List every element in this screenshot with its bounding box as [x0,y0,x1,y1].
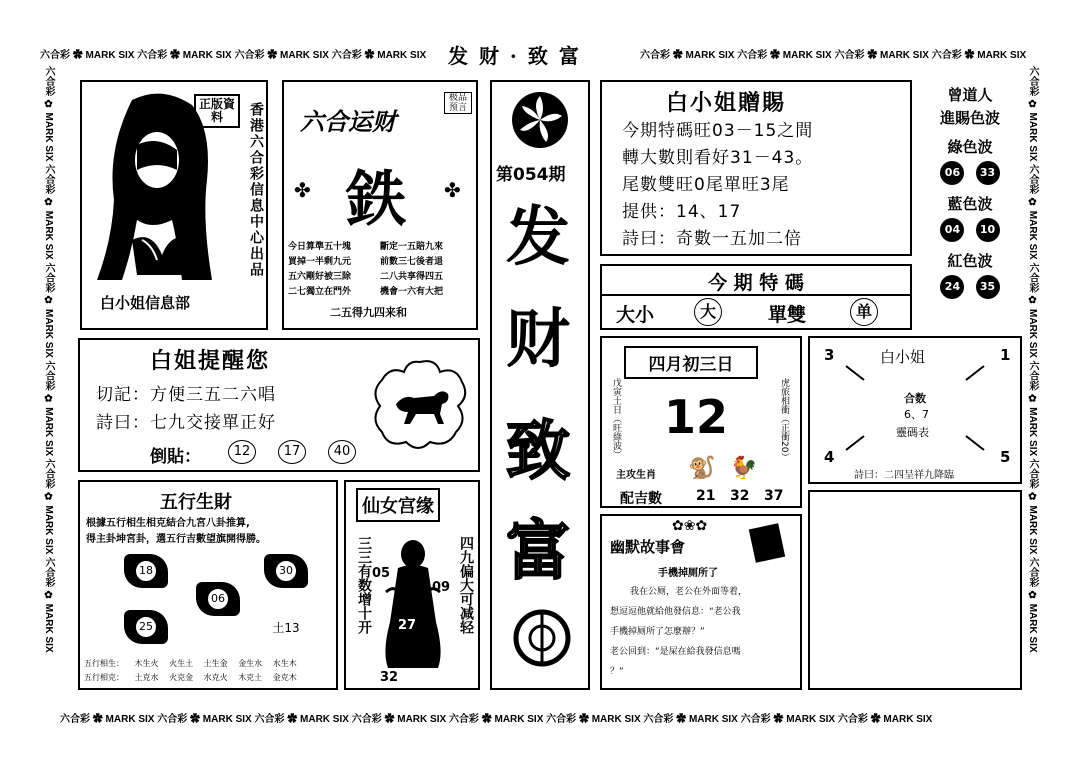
reminder-box [78,338,480,472]
flag-icon [264,612,308,644]
blue-wave-label: 藍色波 [947,195,993,213]
blue-wave-num: 10 [976,218,1000,242]
corner-num: 4 [824,448,835,466]
corner-num: 5 [1000,448,1011,466]
corner-num: 1 [1000,346,1011,364]
date-left-vertical: 戊寅土日（旺綠波） [611,378,621,459]
gift-title: 白小姐贈賜 [666,90,787,116]
flag-icon [264,554,308,588]
poem: 二七獨立在門外 [288,287,352,297]
monkey-icon: 🐒 [688,456,716,481]
code-table-label: 靈碼表 [896,426,929,439]
dog-icon [370,358,470,456]
sum-values: 6、7 [904,408,929,421]
reminder-line2: 詩曰：七九交接單正好 [96,413,276,433]
luck-big-char: 鉄 [346,165,406,235]
official-badge: 正版資料 [194,94,240,128]
luck-poems [288,240,476,300]
poem: 今日算準五十塊 [288,242,352,252]
flag-num: 13 [284,621,300,635]
left-brand-strip: 六合彩 ✿ MARK SIX 六合彩 ✿ MARK SIX 六合彩 ✿ MARK SIX 六合彩 ✿ MARK SIX 六合彩 ✿ MARK SIX 六合彩 ✿ MARK SIX [43,66,54,653]
compass-poem: 詩曰：二四呈祥九降臨 [854,470,954,481]
flag-num: 25 [135,616,157,638]
top-brand-strip-left: 六合彩 ✿ MARK SIX 六合彩 ✿ MARK SIX 六合彩 ✿ MARK SIX 六合彩 ✿ MARK SIX [40,50,427,61]
wuxing-ke-row: 五行相克： 土克水 火克金 水克火 木克土 金克木 [84,673,297,682]
size-label: 大小 [616,304,655,326]
green-wave-num: 06 [940,161,964,185]
info-dept-box [80,80,268,330]
fairy-num: 27 [398,618,417,633]
gift-line: 尾數雙旺0尾單旺3尾 [622,175,790,195]
luck-title: 六合运财 [300,107,396,136]
bat-left-icon: ✤ [294,178,311,202]
poem: 前數三七後者退 [380,257,444,267]
story-subtitle: 手機掉厕所了 [658,568,718,579]
center-char-fu: 富 [506,514,570,589]
issue-number: 第054期 [496,165,566,185]
fairy-box [344,480,480,690]
compass-box [808,336,1022,484]
center-char-fa: 发 [506,200,570,275]
gift-line: 轉大數則看好31－43。 [622,148,814,168]
gift-line: 提供：14、17 [622,202,742,222]
poem: 斷定一五賠九來 [380,242,444,252]
date-big-number: 12 [664,390,729,444]
fairy-left-vertical: 三三有数增十开 [356,536,372,634]
wuxing-desc1: 根據五行相生相克結合九宮八卦推算, [86,518,250,529]
compass-title: 白小姐 [880,348,926,366]
fairy-num: 05 [372,566,391,581]
flag-num: 30 [275,560,297,582]
flag-icon [124,554,168,588]
flag-num: 06 [207,588,229,610]
right-brand-strip: 六合彩 ✿ MARK SIX 六合彩 ✿ MARK SIX 六合彩 ✿ MARK SIX 六合彩 ✿ MARK SIX 六合彩 ✿ MARK SIX 六合彩 ✿ MARK SIX [1027,66,1038,653]
poem: 二八共享得四五 [380,272,444,282]
fairy-right-vertical: 四九偏大可减轻 [458,536,474,634]
book-icon [749,523,785,562]
flag-icon [124,610,168,644]
luck-box [282,80,478,330]
parity-label: 單雙 [768,304,807,326]
paste-label: 倒貼： [150,447,201,467]
reminder-line1: 切記：方便三五二六唱 [96,385,276,405]
wuxing-title: 五行生財 [160,492,232,513]
luck-footer: 二五得九四来和 [330,306,407,319]
stamp: 极品预言 [444,92,472,114]
flowers-icon: ✿❀✿ [672,518,708,534]
waves-title1: 曾道人 [947,86,993,104]
flag-num: 18 [135,560,157,582]
match-num: 32 [730,488,750,504]
info-center-vertical: 香港六合彩信息中心出品 [248,102,264,278]
waves-panel [922,80,1018,330]
green-wave-num: 33 [976,161,1000,185]
fairy-num: 09 [432,580,451,595]
center-column [490,80,590,690]
story-box [600,514,802,690]
wuxing-desc2: 得主卦坤宮卦，選五行吉數望旗開得勝。 [86,534,266,545]
poem: 五六剛好被三除 [288,272,352,282]
gift-lines [622,118,813,253]
center-char-zhi: 致 [506,414,570,489]
waves-title2: 進賜色波 [939,109,1000,127]
bottom-brand-strip: 六合彩 ✿ MARK SIX 六合彩 ✿ MARK SIX 六合彩 ✿ MARK SIX 六合彩 ✿ MARK SIX 六合彩 ✿ MARK SIX 六合彩 ✿ MARK SIX 六合彩 ✿ MARK SIX 六合彩 ✿ MARK SIX 六合彩 ✿ MARK SIX [60,714,933,725]
special-title: 今 期 特 碼 [602,268,910,296]
bauhinia-icon [510,90,570,154]
reminder-title: 白姐提醒您 [150,348,271,374]
date-title: 四月初三日 [624,346,758,379]
poem: 機會一六有大把 [380,287,444,297]
coin-icon [512,608,572,672]
red-wave-num: 24 [940,275,964,299]
story-title: 幽默故事會 [610,538,686,556]
red-wave-num: 35 [976,275,1000,299]
wuxing-box [78,480,338,690]
gift-line: 今期特碼旺03－15之間 [622,121,814,141]
corner-num: 3 [824,346,835,364]
blue-wave-num: 04 [940,218,964,242]
fairy-figure [378,532,451,676]
story-body: 我在公厕，老公在外面等着， 想逗逗他就給他發信息：“老公我 手機掉厕所了怎麼辦？” 老公回到：“是屎在給我發信息嗎 ？” [610,587,748,677]
info-dept-label: 白小姐信息部 [100,294,191,312]
zodiac-label: 主攻生肖 [616,470,656,481]
sum-label: 合数 [904,392,926,405]
fairy-title: 仙女宫缘 [356,488,440,522]
center-char-cai: 财 [506,302,570,377]
match-num: 21 [696,488,716,504]
parity-value: 单 [850,298,878,326]
date-right-vertical: 虎旅相衝（正衝20） [779,378,789,462]
match-num: 37 [764,488,784,504]
bat-right-icon: ✤ [444,178,461,202]
date-box [600,336,802,508]
green-wave-label: 綠色波 [947,138,993,156]
flag-icon [196,582,240,616]
flag-prefix: 土 [272,621,285,635]
gift-line: 詩曰：奇數一五加二倍 [622,229,802,249]
wuxing-gen-row: 五行相生： 木生火 火生土 土生金 金生水 水生木 [84,659,297,668]
red-wave-label: 紅色波 [947,252,993,270]
fairy-num: 32 [380,670,399,685]
special-code-box [600,264,912,330]
paste-num: 40 [328,440,356,464]
size-value: 大 [694,298,722,326]
top-brand-strip-right: 六合彩 ✿ MARK SIX 六合彩 ✿ MARK SIX 六合彩 ✿ MARK SIX 六合彩 ✿ MARK SIX [640,50,1027,61]
poem: 買掉一半剩九元 [288,257,352,267]
gift-box [600,80,912,256]
paste-num: 12 [228,440,256,464]
header-title: 发 财 · 致 富 [448,44,581,68]
match-label: 配吉數 [620,491,662,507]
paste-num: 17 [278,440,306,464]
empty-box [808,490,1022,690]
rooster-icon: 🐓 [730,456,758,481]
